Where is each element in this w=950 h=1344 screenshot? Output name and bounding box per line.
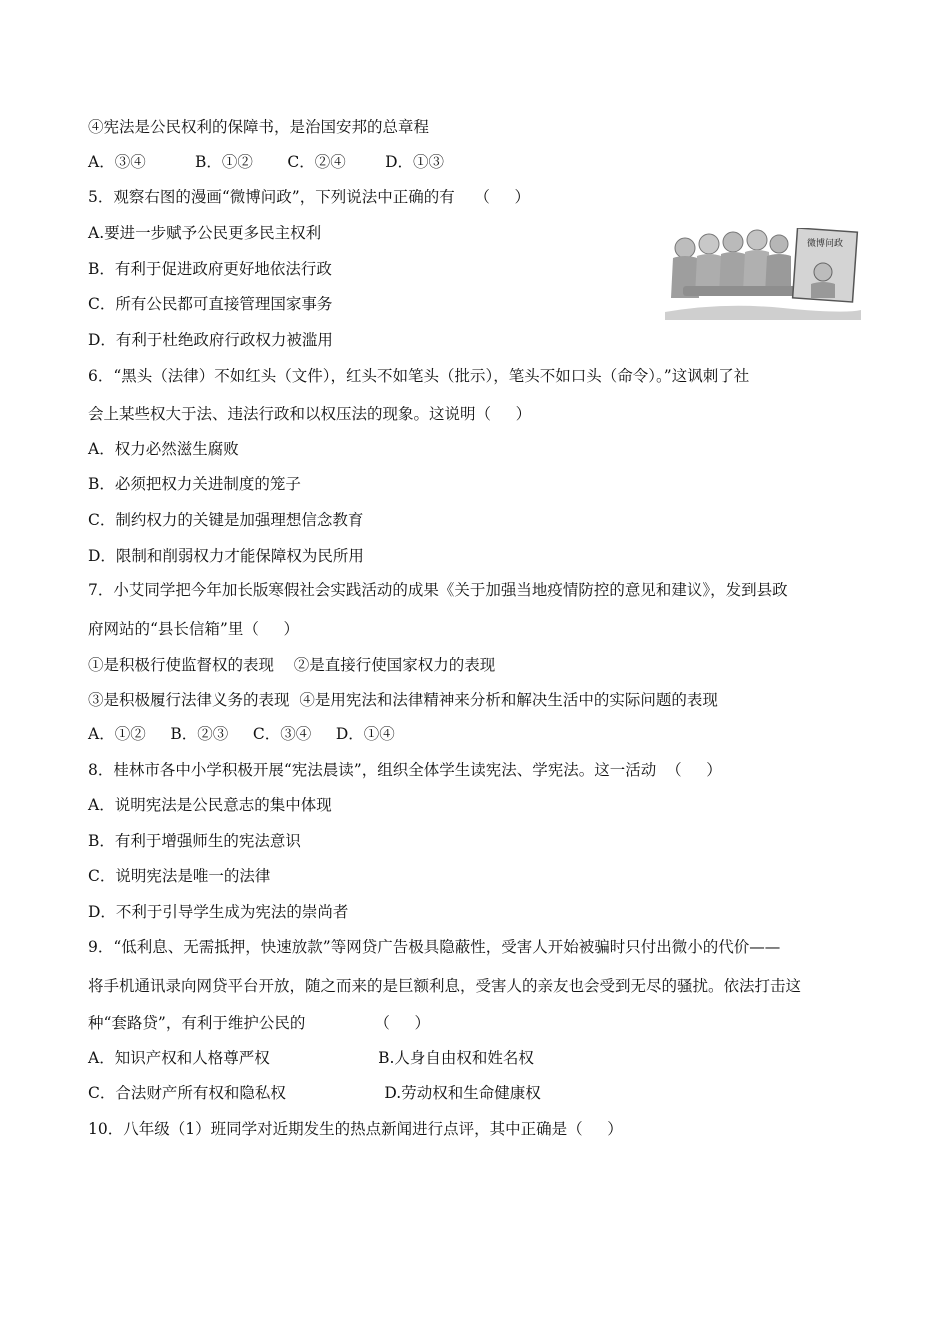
text-line: C．所有公民都可直接管理国家事务 [88, 295, 333, 313]
text-line: A．知识产权和人格尊严权 B.人身自由权和姓名权 [88, 1049, 534, 1067]
text-line: ①是积极行使监督权的表现 ②是直接行使国家权力的表现 [88, 656, 496, 674]
text-line: A.要进一步赋予公民更多民主权利 [88, 224, 322, 242]
text-line: 6．“黑头（法律）不如红头（文件），红头不如笔头（批示），笔头不如口头（命令）。”这讽刺了社 [88, 367, 750, 385]
text-line: B．有利于增强师生的宪法意识 [88, 832, 301, 850]
text-line: 10．八年级（1）班同学对近期发生的热点新闻进行点评，其中正确是（ ） [88, 1120, 623, 1138]
text-line: 9．“低利息、无需抵押，快速放款”等网贷广告极具隐蔽性，受害人开始被骗时只付出微小的代价—— [88, 938, 781, 956]
text-line: ③是积极履行法律义务的表现 ④是用宪法和法律精神来分析和解决生活中的实际问题的表现 [88, 691, 718, 709]
text-line: 府网站的“县长信箱”里（ ） [88, 620, 299, 638]
text-line: A．③④ B．①② C．②④ D．①③ [88, 153, 445, 171]
text-line: C．合法财产所有权和隐私权 D.劳动权和生命健康权 [88, 1084, 541, 1102]
text-line: 5．观察右图的漫画“微博问政”，下列说法中正确的有 （ ） [88, 188, 531, 206]
weibo-cartoon-image [663, 228, 863, 320]
text-line: D．有利于杜绝政府行政权力被滥用 [88, 331, 333, 349]
text-line: C．制约权力的关键是加强理想信念教育 [88, 511, 364, 529]
text-line: 8．桂林市各中小学积极开展“宪法晨读”，组织全体学生读宪法、学宪法。这一活动 （ ） [88, 761, 722, 779]
text-line: A．权力必然滋生腐败 [88, 440, 239, 458]
text-line: B．必须把权力关进制度的笼子 [88, 475, 301, 493]
text-line: 将手机通讯录向网贷平台开放，随之而来的是巨额利息，受害人的亲友也会受到无尽的骚扰。依法打击这 [88, 977, 802, 995]
text-line: A．①② B．②③ C．③④ D．①④ [88, 725, 395, 743]
text-line: 7．小艾同学把今年加长版寒假社会实践活动的成果《关于加强当地疫情防控的意见和建议》，发到县政 [88, 581, 788, 599]
sign-text: 微博问政 [806, 239, 844, 249]
text-line: ④宪法是公民权利的保障书，是治国安邦的总章程 [88, 118, 430, 136]
text-line: 种“套路贷”，有利于维护公民的 （ ） [88, 1014, 430, 1032]
text-line: 会上某些权大于法、违法行政和以权压法的现象。这说明（ ） [88, 405, 532, 423]
text-line: B．有利于促进政府更好地依法行政 [88, 260, 332, 278]
text-line: A．说明宪法是公民意志的集中体现 [88, 796, 332, 814]
text-line: D．限制和削弱权力才能保障权为民所用 [88, 547, 364, 565]
text-line: D．不利于引导学生成为宪法的崇尚者 [88, 903, 349, 921]
text-line: C．说明宪法是唯一的法律 [88, 867, 271, 885]
